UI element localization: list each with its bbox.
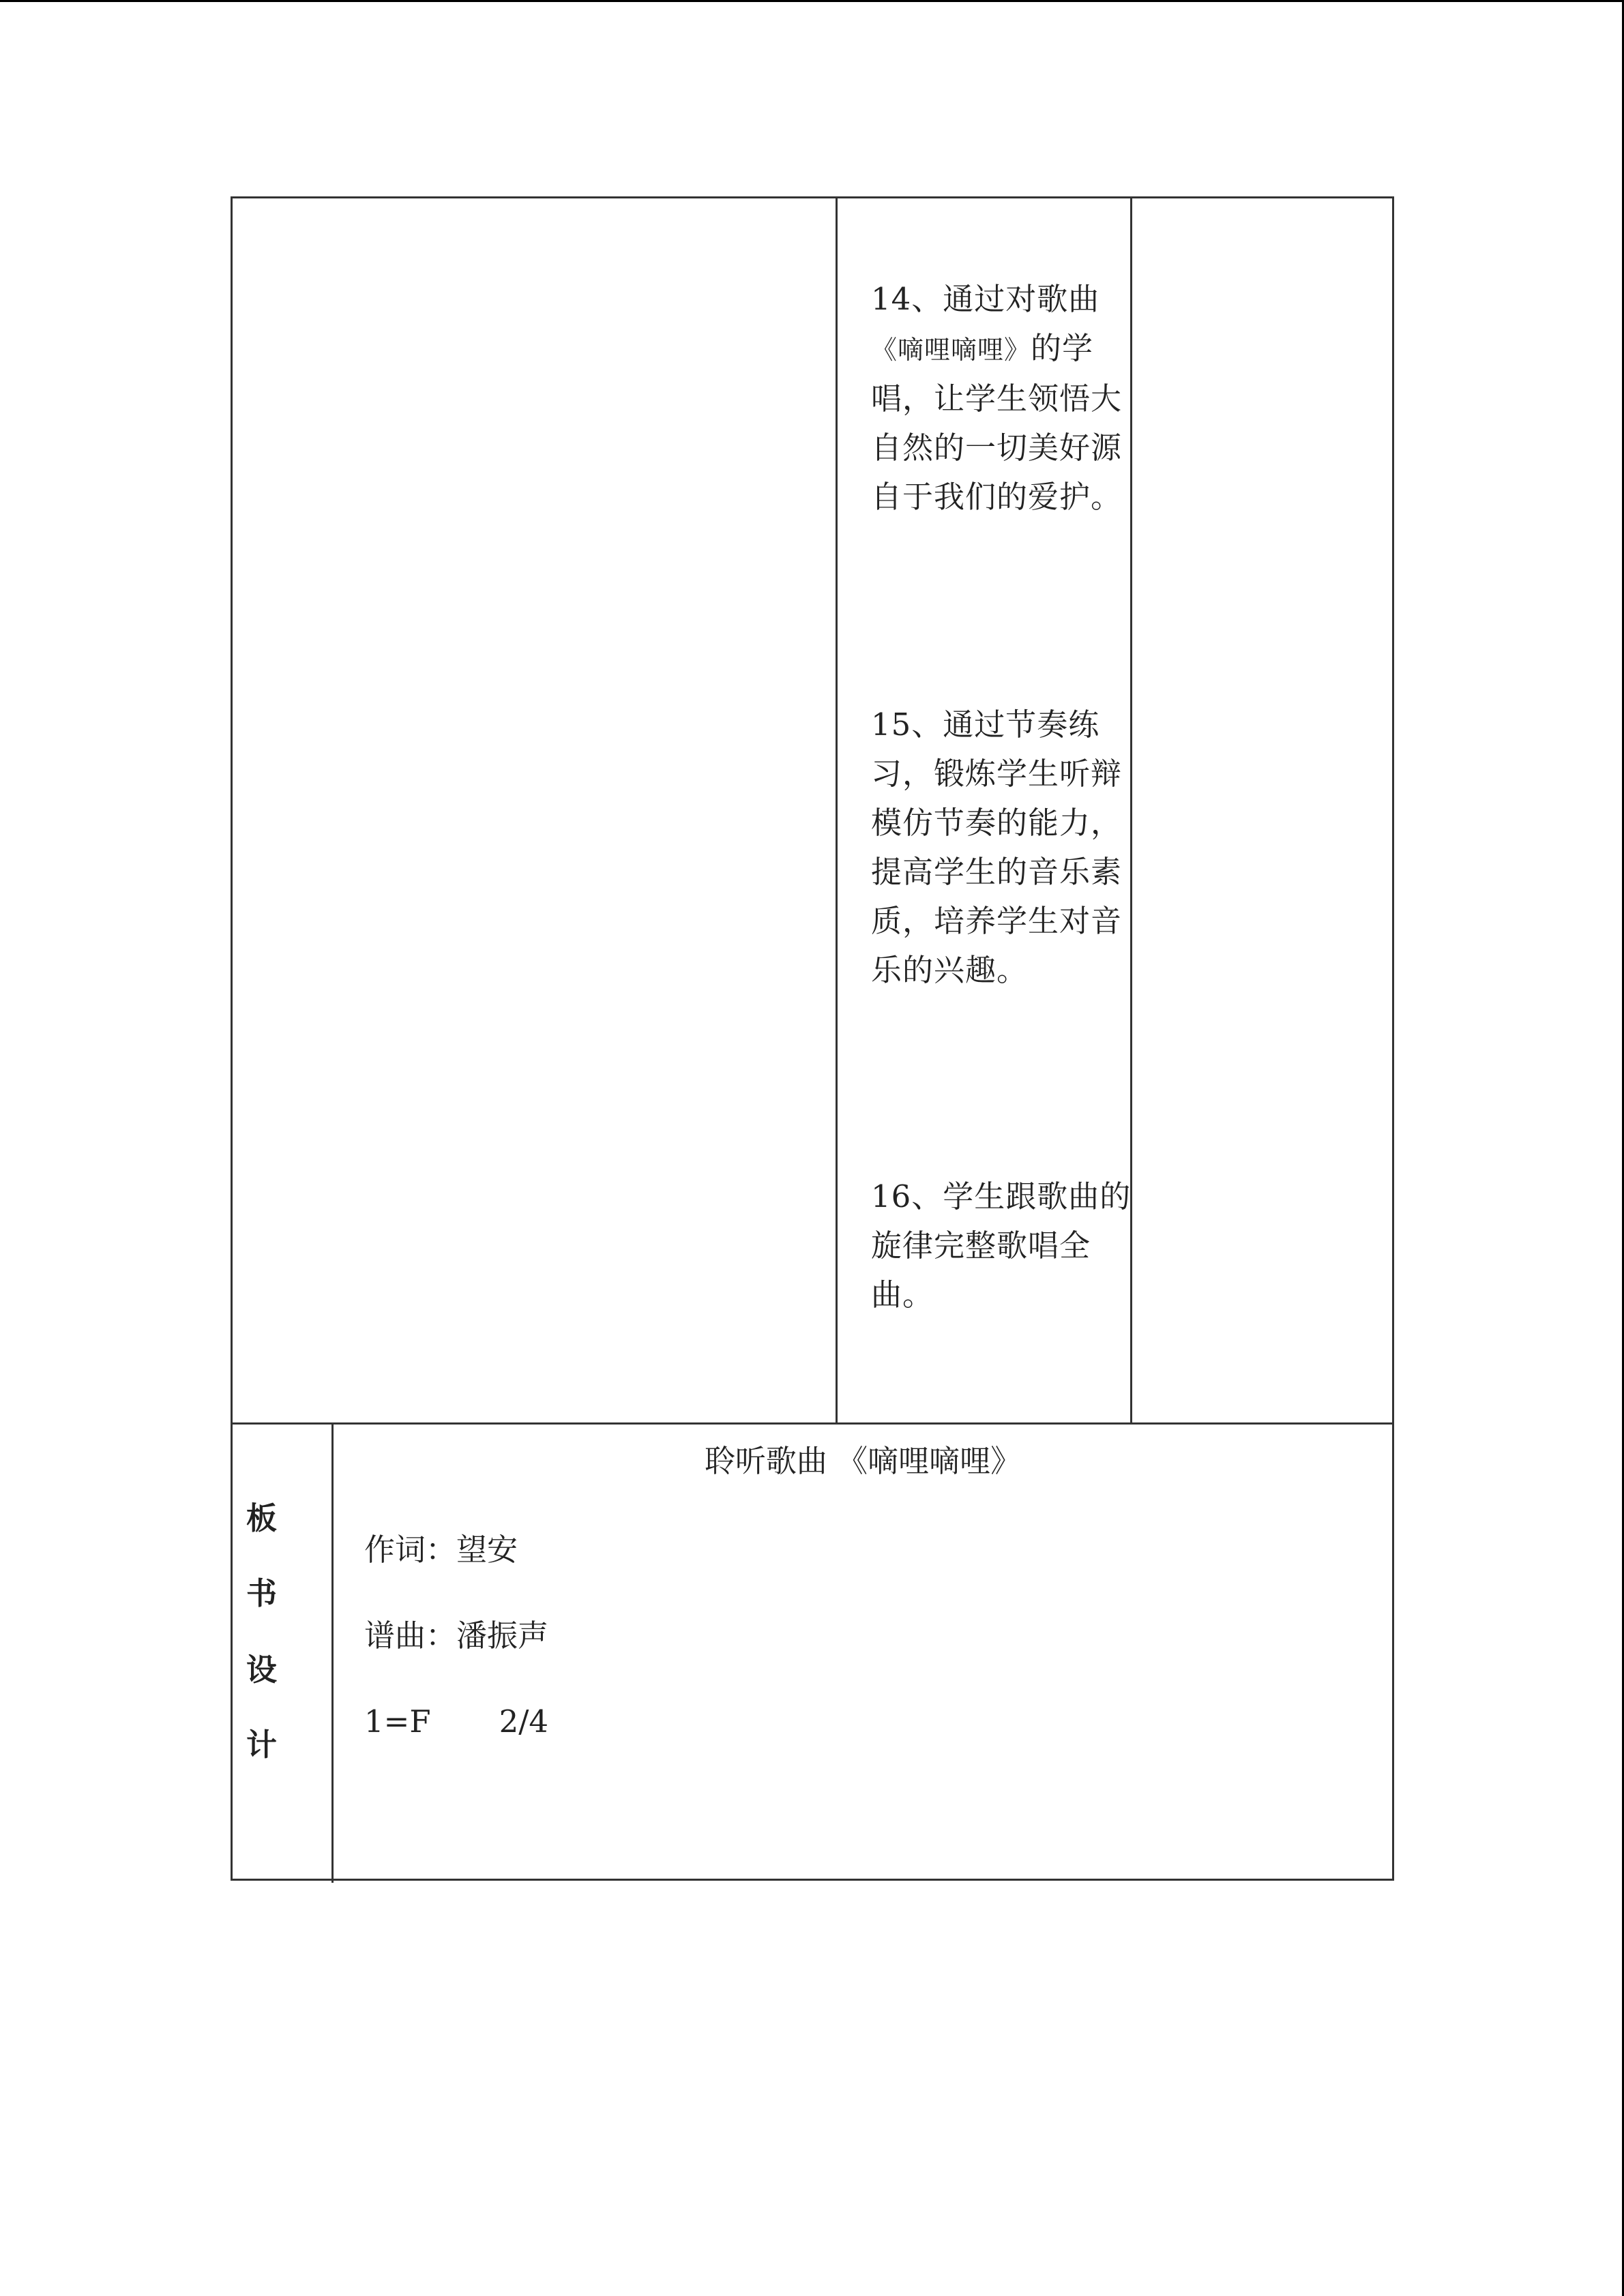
column-divider <box>836 198 838 1422</box>
key-time-line <box>364 1697 548 1746</box>
objective-15 <box>871 700 1138 995</box>
teaching-process-row <box>233 198 1392 1425</box>
design-intent-cell <box>856 198 1137 1422</box>
objective-16 <box>871 1172 1138 1320</box>
objective-text: 通过对歌曲 <box>943 281 1100 317</box>
objective-number: 15、 <box>871 706 943 743</box>
page-top-border <box>0 0 1624 2</box>
objective-line: 唱，让学生领悟大 <box>871 381 1123 417</box>
board-label-char: 设 <box>246 1652 278 1688</box>
objective-line: 自然的一切美好源 <box>871 430 1123 466</box>
board-label-char: 书 <box>246 1575 278 1611</box>
key-signature: 1=F <box>364 1703 431 1740</box>
objective-line <box>871 700 1138 749</box>
song-title: 《嘀哩嘀哩》 <box>871 335 1031 365</box>
time-signature: 2/4 <box>499 1703 548 1740</box>
objective-line: 提高学生的音乐素 <box>871 854 1123 890</box>
board-title: 聆听歌曲 《嘀哩嘀哩》 <box>704 1443 1022 1479</box>
objective-line <box>871 275 1138 324</box>
objective-line: 习，锻炼学生听辩 <box>871 756 1123 792</box>
board-label-char: 板 <box>246 1500 278 1536</box>
objective-line <box>871 324 1138 374</box>
board-design-content <box>334 1425 1392 1883</box>
objective-text: 学生跟歌曲的 <box>943 1178 1132 1214</box>
objective-line: 自于我们的爱护。 <box>871 479 1123 515</box>
objective-line <box>871 1172 1138 1221</box>
objective-text: 通过节奏练 <box>943 706 1100 743</box>
objective-number: 16、 <box>871 1178 943 1214</box>
board-label-char: 计 <box>246 1727 278 1763</box>
lyricist-line: 作词：望安 <box>364 1532 518 1568</box>
board-design-row <box>233 1425 1392 1883</box>
objective-line: 模仿节奏的能力， <box>871 805 1123 841</box>
lesson-plan-table <box>231 196 1394 1881</box>
objective-line: 曲。 <box>871 1277 934 1313</box>
objective-number: 14、 <box>871 281 943 317</box>
objective-14 <box>871 275 1138 522</box>
objective-line: 旋律完整歌唱全 <box>871 1227 1091 1264</box>
board-design-label <box>233 1425 334 1883</box>
composer-line: 谱曲：潘振声 <box>364 1617 549 1654</box>
objective-line: 质，培养学生对音 <box>871 903 1123 939</box>
objective-text: 的学 <box>1031 330 1094 366</box>
objective-line: 乐的兴趣。 <box>871 952 1029 988</box>
